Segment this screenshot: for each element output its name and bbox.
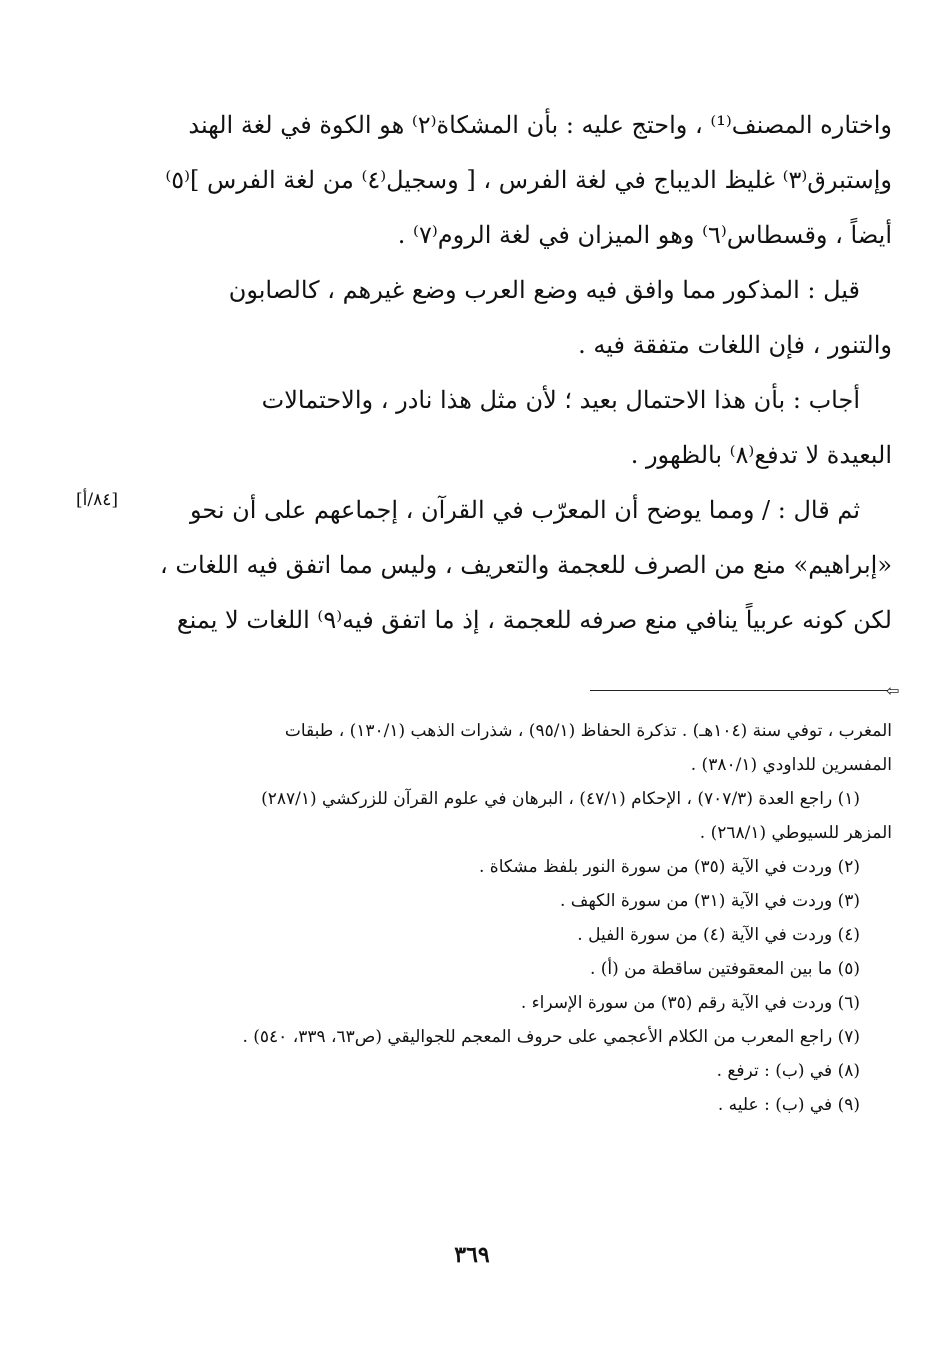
- footnote-line: (٣) وردت في الآية (٣١) من سورة الكهف .: [559, 891, 860, 911]
- body-line: البعيدة لا تدفع⁽٨⁾ بالظهور .: [630, 441, 892, 469]
- body-line: قيل : المذكور مما وافق فيه وضع العرب وضع غيرهم ، كالصابون: [228, 276, 860, 304]
- body-line: لكن كونه عربياً ينافي منع صرفه للعجمة ، إذ ما اتفق فيه⁽٩⁾ اللغات لا يمنع: [176, 606, 892, 634]
- footnote-line: المغرب ، توفي سنة (١٠٤هـ) . تذكرة الحفاظ (٩٥/١) ، شذرات الذهب (١٣٠/١) ، طبقات: [284, 721, 892, 741]
- body-line: أيضاً ، وقسطاس⁽٦⁾ وهو الميزان في لغة الروم⁽٧⁾ .: [397, 221, 892, 249]
- footnote-line: المزهر للسيوطي (٢٦٨/١) .: [699, 823, 892, 843]
- body-line: أجاب : بأن هذا الاحتمال بعيد ؛ لأن مثل هذا نادر ، والاحتمالات: [261, 386, 860, 414]
- body-line: «إبراهيم» منع من الصرف للعجمة والتعريف ، وليس مما اتفق فيه اللغات ،: [160, 551, 892, 579]
- body-line: وإستبرق⁽٣⁾ غليظ الديباج في لغة الفرس ، [ وسجيل⁽٤⁾ من لغة الفرس ]⁽٥⁾: [165, 166, 892, 194]
- arrow-left-icon: ⇦: [886, 681, 900, 700]
- footnote-line: (٤) وردت في الآية (٤) من سورة الفيل .: [577, 925, 860, 945]
- body-line: واختاره المصنف⁽¹⁾ ، واحتج عليه : بأن المشكاة⁽٢⁾ هو الكوة في لغة الهند: [188, 111, 892, 139]
- footnote-line: (٢) وردت في الآية (٣٥) من سورة النور بلفظ مشكاة .: [479, 857, 860, 877]
- footnote-line: (١) راجع العدة (٧٠٧/٣) ، الإحكام (٤٧/١) ، البرهان في علوم القرآن للزركشي (٢٨٧/١): [261, 789, 860, 809]
- body-line: والتنور ، فإن اللغات متفقة فيه .: [578, 331, 892, 359]
- footnote-line: (٧) راجع المعرب من الكلام الأعجمي على حروف المعجم للجواليقي (ص٦٣، ٣٣٩، ٥٤٠) .: [242, 1027, 860, 1047]
- footnote-line: (٥) ما بين المعقوفتين ساقطة من (أ) .: [589, 959, 860, 979]
- footnotes-block: [140, 714, 892, 1122]
- footnote-line: المفسرين للداودي (٣٨٠/١) .: [690, 755, 892, 775]
- main-text-block: [140, 98, 892, 648]
- manuscript-folio-marker: [٨٤/أ]: [76, 490, 118, 510]
- body-line: ثم قال : / ومما يوضح أن المعرّب في القرآن ، إجماعهم على أن نحو: [189, 496, 860, 524]
- page-number: ٣٦٩: [454, 1242, 490, 1268]
- footnote-line: (٦) وردت في الآية رقم (٣٥) من سورة الإسراء .: [520, 993, 860, 1013]
- footnote-line: (٩) في (ب) : عليه .: [717, 1095, 860, 1115]
- footnote-separator: [590, 690, 888, 691]
- footnote-line: (٨) في (ب) : ترفع .: [716, 1061, 860, 1081]
